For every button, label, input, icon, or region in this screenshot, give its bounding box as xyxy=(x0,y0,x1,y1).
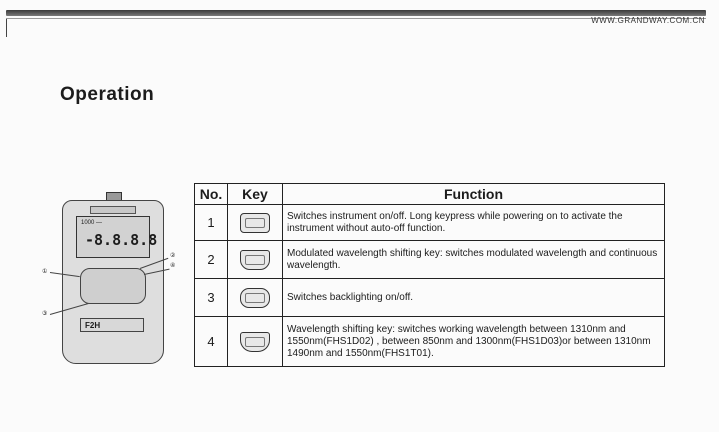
backlight-key-icon xyxy=(240,288,270,308)
margin-mark xyxy=(6,19,7,37)
row-function: Switches backlighting on/off. xyxy=(283,279,665,317)
header-no: No. xyxy=(195,184,228,205)
row-key xyxy=(228,279,283,317)
modulated-wavelength-key-icon xyxy=(240,250,270,270)
device-brand: F2H xyxy=(80,318,144,332)
power-meter-illustration xyxy=(62,192,162,362)
header-key: Key xyxy=(228,184,283,205)
device-screen-unit: 1000 — xyxy=(81,220,103,226)
callout-1: ① xyxy=(42,269,48,275)
row-function: Wavelength shifting key: switches working wavelength between 1310nm and 1550nm(FHS1D02) , between 850nm and 1300nm(FHS1D03)or between 1310nm 1490nm and 1550nm(FHS1T01). xyxy=(283,317,665,367)
row-function: Switches instrument on/off. Long keypress while powering on to activate the instrument without auto-off function. xyxy=(283,205,665,241)
header-function: Function xyxy=(283,184,665,205)
table-header-row xyxy=(195,184,665,205)
row-key xyxy=(228,241,283,279)
table-row xyxy=(195,279,665,317)
wavelength-key-icon xyxy=(240,332,270,352)
table-row xyxy=(195,241,665,279)
row-function: Modulated wavelength shifting key: switches modulated wavelength and continuous wavelength. xyxy=(283,241,665,279)
header-url: WWW.GRANDWAY.COM.CN xyxy=(591,16,705,25)
row-no: 3 xyxy=(195,279,228,317)
page-title: Operation xyxy=(60,84,155,105)
device-screen-reading: -8.8.8.8 xyxy=(85,231,158,249)
row-key xyxy=(228,317,283,367)
key-function-table xyxy=(194,183,665,367)
power-key-icon xyxy=(240,213,270,233)
table-row xyxy=(195,205,665,241)
table-row xyxy=(195,317,665,367)
row-no: 1 xyxy=(195,205,228,241)
callout-4: ④ xyxy=(170,263,176,269)
row-no: 2 xyxy=(195,241,228,279)
device-screen xyxy=(76,216,158,258)
callout-3: ③ xyxy=(42,311,48,317)
row-no: 4 xyxy=(195,317,228,367)
device-label-strip xyxy=(90,206,136,214)
row-key xyxy=(228,205,283,241)
callout-2: ② xyxy=(170,253,176,259)
device-keypad xyxy=(80,268,146,304)
